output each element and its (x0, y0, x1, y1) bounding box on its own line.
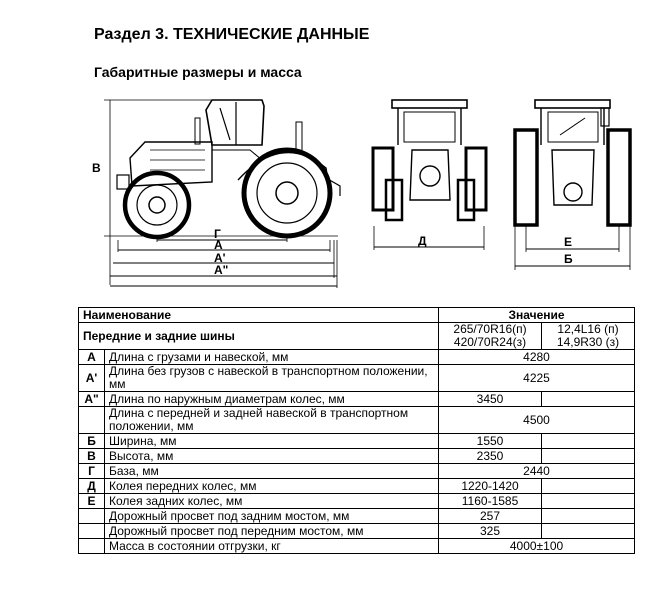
front-track-label: Д (418, 234, 427, 248)
row-name: Длина без грузов с навеской в транспортном положении, мм (105, 365, 439, 392)
row-value: 325 (439, 524, 542, 539)
tractor-front-view (373, 100, 486, 250)
tractor-dimension-drawings (0, 0, 670, 300)
table-row (79, 392, 635, 407)
rear-track-label: Е (564, 235, 573, 249)
row-value: 257 (439, 509, 542, 524)
row-code: Е (79, 494, 105, 509)
row-value: 4280 (439, 350, 635, 365)
section-title: Раздел 3. ТЕХНИЧЕСКИЕ ДАННЫЕ (94, 26, 370, 43)
table-row (79, 509, 635, 524)
table-row (79, 464, 635, 479)
table-row (79, 449, 635, 464)
row-name: Длина с грузами и навеской, мм (105, 350, 439, 365)
row-name: База, мм (105, 464, 439, 479)
table-row (79, 434, 635, 449)
row-code: В (79, 449, 105, 464)
row-name: Колея передних колес, мм (105, 479, 439, 494)
tires-option-2: 12,4L16 (п) 14,9R30 (з) (542, 323, 635, 350)
length-a-label: А (214, 238, 223, 252)
table-row (79, 407, 635, 434)
tires-option-1: 265/70R16(п) 420/70R24(з) (439, 323, 542, 350)
height-dimension-label: В (92, 161, 101, 175)
row-value: 4225 (439, 365, 635, 392)
row-value: 4000±100 (439, 539, 635, 554)
section-subtitle: Габаритные размеры и масса (94, 64, 302, 80)
tires-row (79, 323, 635, 350)
table-row (79, 539, 635, 554)
row-code: Г (79, 464, 105, 479)
row-value: 3450 (439, 392, 542, 407)
tractor-rear-view (515, 100, 630, 270)
row-value-empty (542, 449, 635, 464)
row-value-empty (542, 479, 635, 494)
row-name: Ширина, мм (105, 434, 439, 449)
row-code (79, 509, 105, 524)
row-code (79, 407, 105, 434)
column-header-value: Значение (439, 308, 635, 323)
row-value-empty (542, 494, 635, 509)
row-value: 4500 (439, 407, 635, 434)
tires-label: Передние и задние шины (79, 323, 439, 350)
row-name: Колея задних колес, мм (105, 494, 439, 509)
row-name: Высота, мм (105, 449, 439, 464)
table-header-row (79, 308, 635, 323)
row-value-empty (542, 434, 635, 449)
row-code: Б (79, 434, 105, 449)
row-code: А" (79, 392, 105, 407)
row-code: А (79, 350, 105, 365)
table-row (79, 494, 635, 509)
row-code (79, 524, 105, 539)
row-value: 1220-1420 (439, 479, 542, 494)
row-name: Длина с передней и задней навеской в транспортном положении, мм (105, 407, 439, 434)
row-code: А' (79, 365, 105, 392)
table-row (79, 350, 635, 365)
row-code: Д (79, 479, 105, 494)
column-header-name: Наименование (79, 308, 439, 323)
table-row (79, 524, 635, 539)
wheelbase-dimension-label: Г (214, 227, 221, 241)
row-name: Дорожный просвет под задним мостом, мм (105, 509, 439, 524)
width-label: Б (564, 252, 573, 266)
row-value-empty (542, 509, 635, 524)
table-row (79, 365, 635, 392)
row-name: Масса в состоянии отгрузки, кг (105, 539, 439, 554)
row-code (79, 539, 105, 554)
row-value-empty (542, 392, 635, 407)
row-name: Длина по наружным диаметрам колес, мм (105, 392, 439, 407)
length-a2-label: А" (214, 263, 229, 277)
row-name: Дорожный просвет под передним мостом, мм (105, 524, 439, 539)
length-a1-label: А' (214, 251, 226, 265)
specifications-table (78, 307, 635, 554)
table-row (79, 479, 635, 494)
row-value: 2440 (439, 464, 635, 479)
row-value: 2350 (439, 449, 542, 464)
row-value-empty (542, 524, 635, 539)
row-value: 1550 (439, 434, 542, 449)
row-value: 1160-1585 (439, 494, 542, 509)
